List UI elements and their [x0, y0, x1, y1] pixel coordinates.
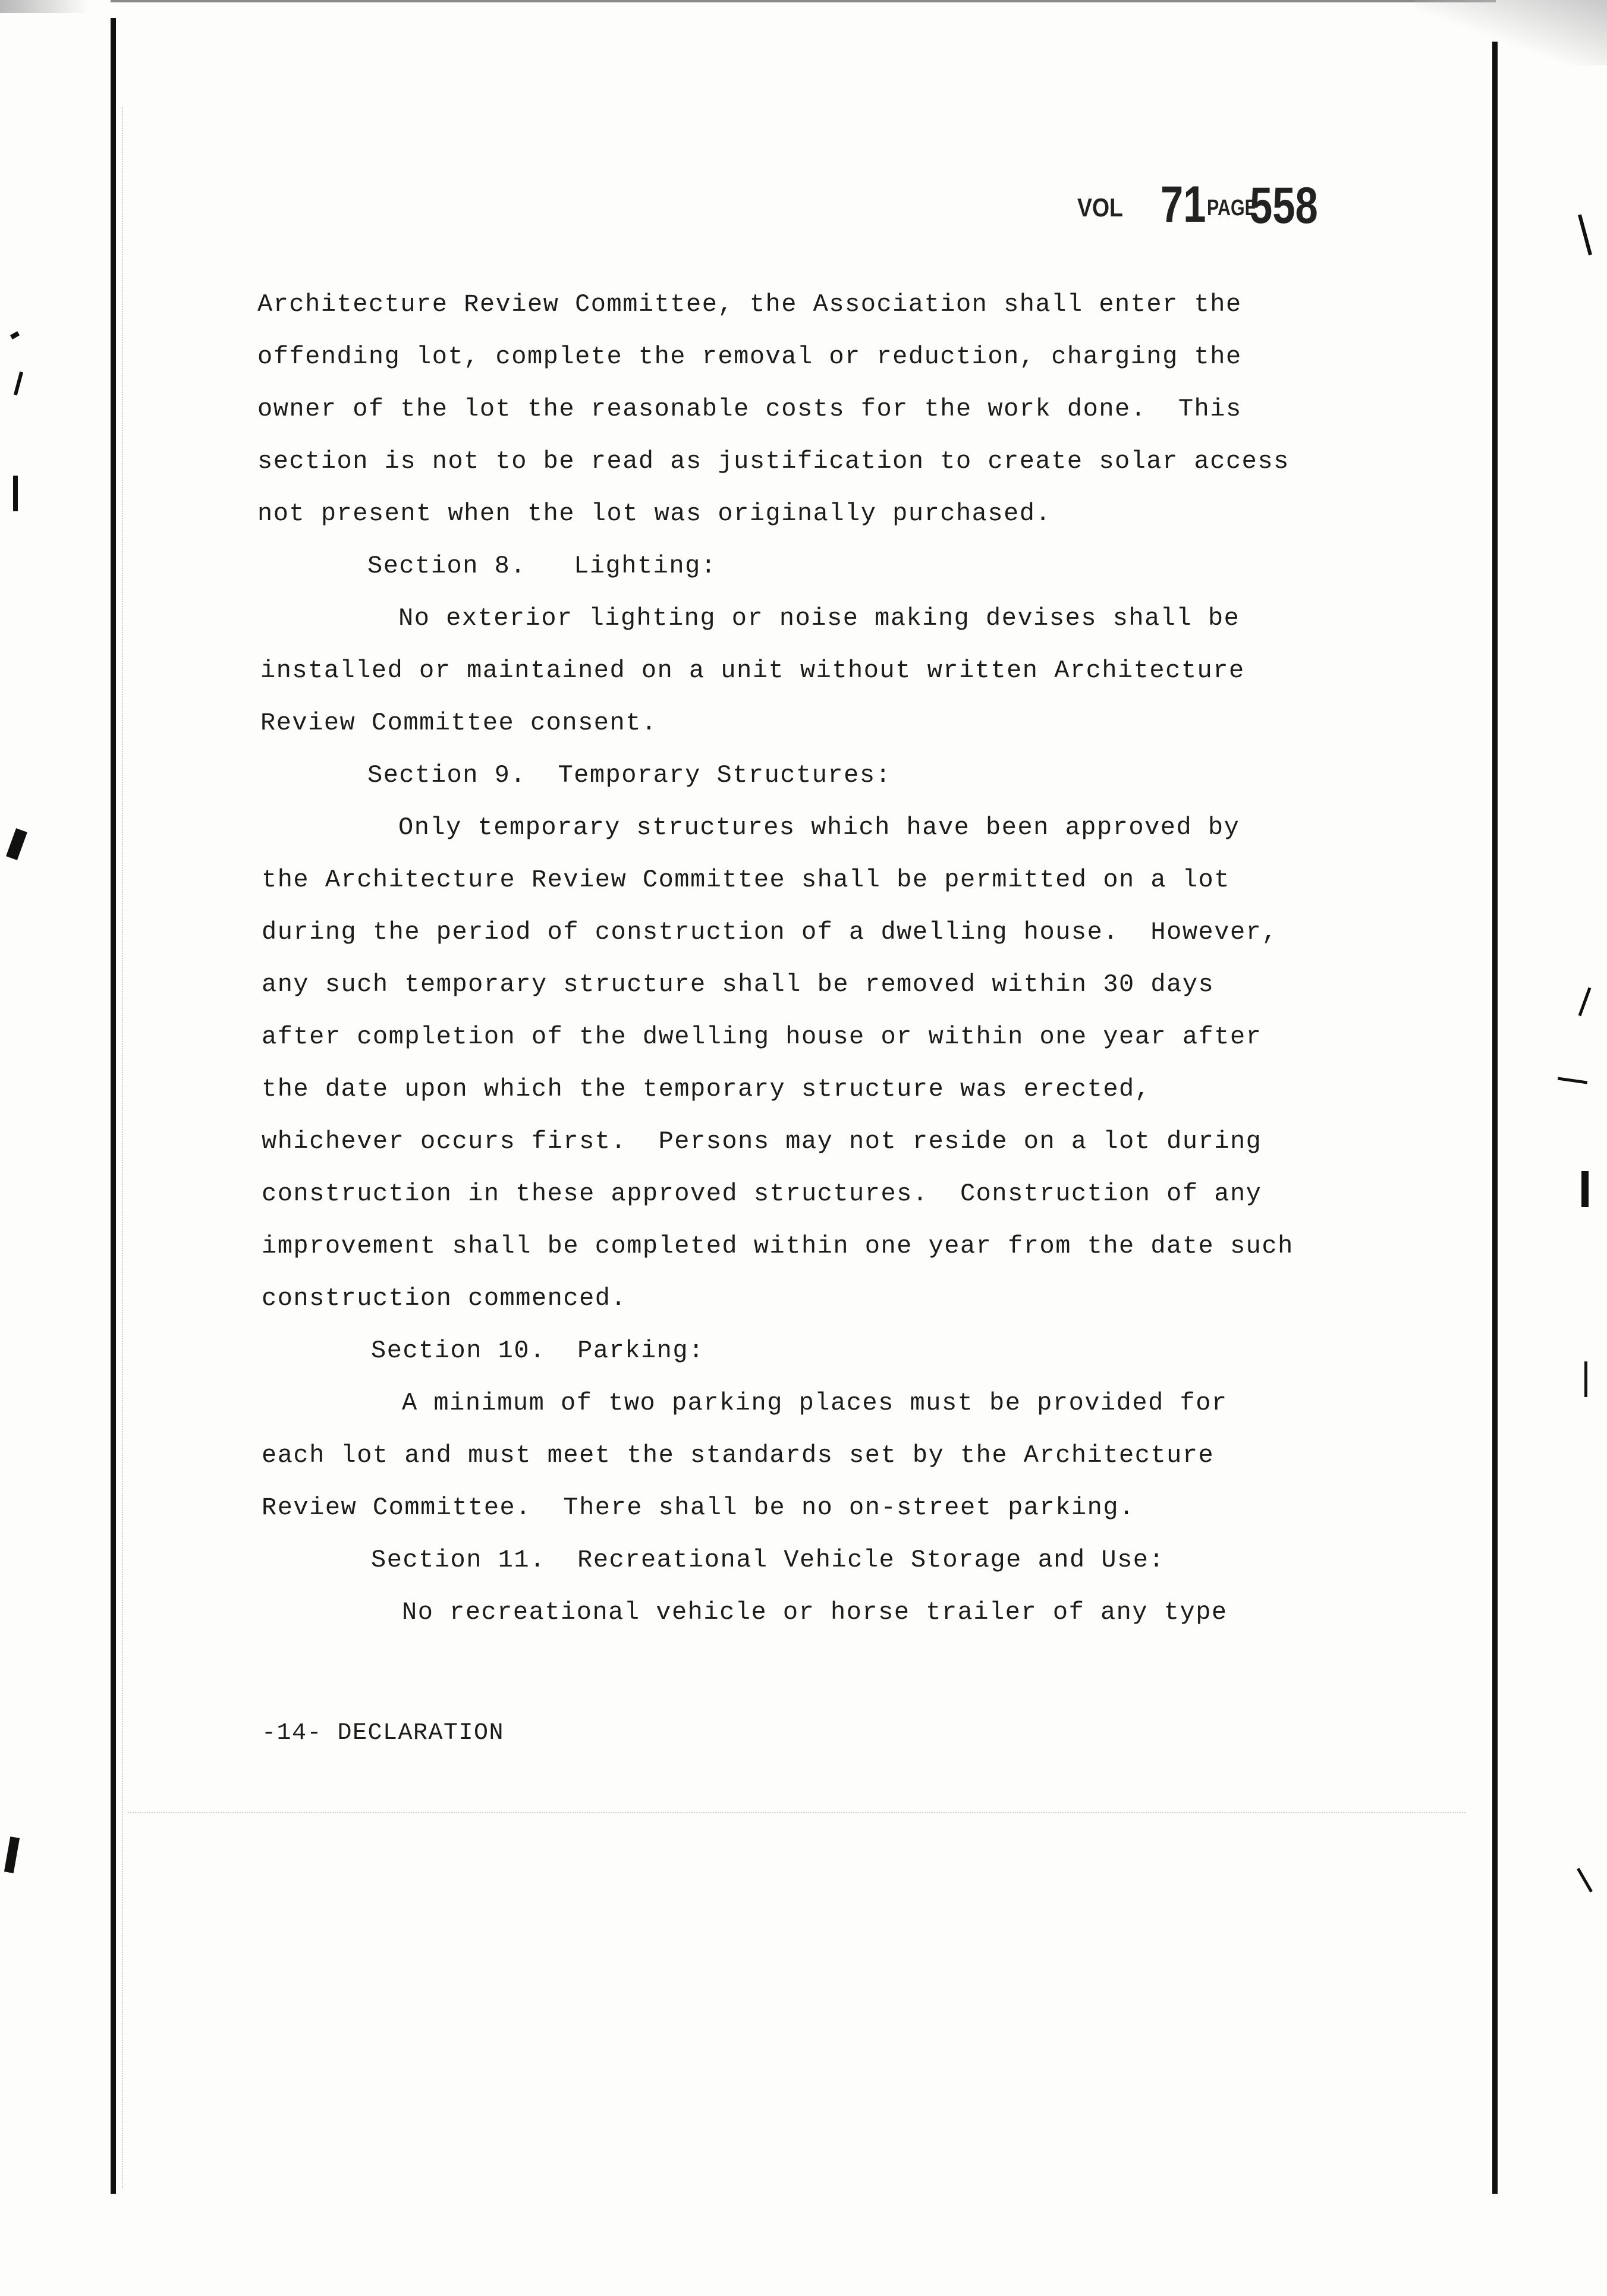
margin-mark [14, 372, 23, 395]
text-line: installed or maintained on a unit without written Architecture [260, 656, 1245, 685]
margin-mark [10, 331, 20, 339]
scan-top-edge [111, 0, 1496, 2]
scan-dotted-guide [122, 107, 123, 2188]
margin-mark [1558, 1077, 1587, 1084]
scan-left-border [111, 18, 116, 2194]
text-line: offending lot, complete the removal or reduction, charging the [257, 342, 1242, 371]
section-heading: Section 8. Lighting: [367, 552, 717, 580]
margin-mark [13, 476, 18, 511]
text-line: the Architecture Review Committee shall be permitted on a lot [262, 866, 1230, 894]
margin-mark [1577, 1868, 1593, 1892]
scan-top-right-shadow [1415, 0, 1607, 65]
margin-mark [1581, 1171, 1589, 1207]
section-heading: Section 9. Temporary Structures: [367, 761, 892, 790]
text-line: not present when the lot was originally purchased. [257, 499, 1052, 528]
scan-right-border [1492, 42, 1498, 2194]
vol-number: 71 [1161, 176, 1206, 233]
text-line: Review Committee. There shall be no on-street parking. [262, 1493, 1135, 1522]
text-line: Architecture Review Committee, the Association shall enter the [257, 290, 1242, 319]
text-line: No exterior lighting or noise making devises shall be [398, 604, 1240, 633]
margin-mark [6, 828, 27, 860]
text-line: any such temporary structure shall be removed within 30 days [262, 970, 1215, 999]
vol-label: VOL [1077, 193, 1123, 222]
section-heading: Section 10. Parking: [371, 1336, 705, 1365]
text-line: during the period of construction of a dwelling house. However, [262, 918, 1278, 946]
scan-dotted-rule [128, 1812, 1466, 1813]
margin-mark [1578, 214, 1592, 255]
page-footer: -14- DECLARATION [262, 1720, 505, 1747]
text-line: A minimum of two parking places must be provided for [402, 1389, 1228, 1417]
text-line: owner of the lot the reasonable costs for the work done. This [257, 395, 1242, 423]
text-line: whichever occurs first. Persons may not reside on a lot during [262, 1127, 1262, 1156]
scan-top-left-shadow [0, 0, 89, 13]
text-line: Only temporary structures which have been approved by [398, 813, 1240, 842]
volume-page-stamp [1077, 175, 1327, 241]
page-label: PAGE [1207, 196, 1257, 221]
margin-mark [1578, 987, 1592, 1017]
margin-mark [4, 1836, 20, 1873]
text-line: the date upon which the temporary structure was erected, [262, 1075, 1151, 1103]
text-line: Review Committee consent. [260, 709, 658, 737]
text-line: construction commenced. [262, 1284, 627, 1313]
text-line: after completion of the dwelling house or within one year after [262, 1023, 1262, 1051]
text-line: No recreational vehicle or horse trailer of any type [402, 1598, 1228, 1627]
section-heading: Section 11. Recreational Vehicle Storage and Use: [371, 1546, 1165, 1574]
text-line: section is not to be read as justification to create solar access [257, 447, 1290, 476]
page-number: 558 [1250, 177, 1318, 234]
margin-mark [1584, 1361, 1587, 1397]
text-line: improvement shall be completed within one year from the date such [262, 1232, 1294, 1260]
text-line: each lot and must meet the standards set by the Architecture [262, 1441, 1215, 1470]
text-line: construction in these approved structures. Construction of any [262, 1180, 1262, 1208]
